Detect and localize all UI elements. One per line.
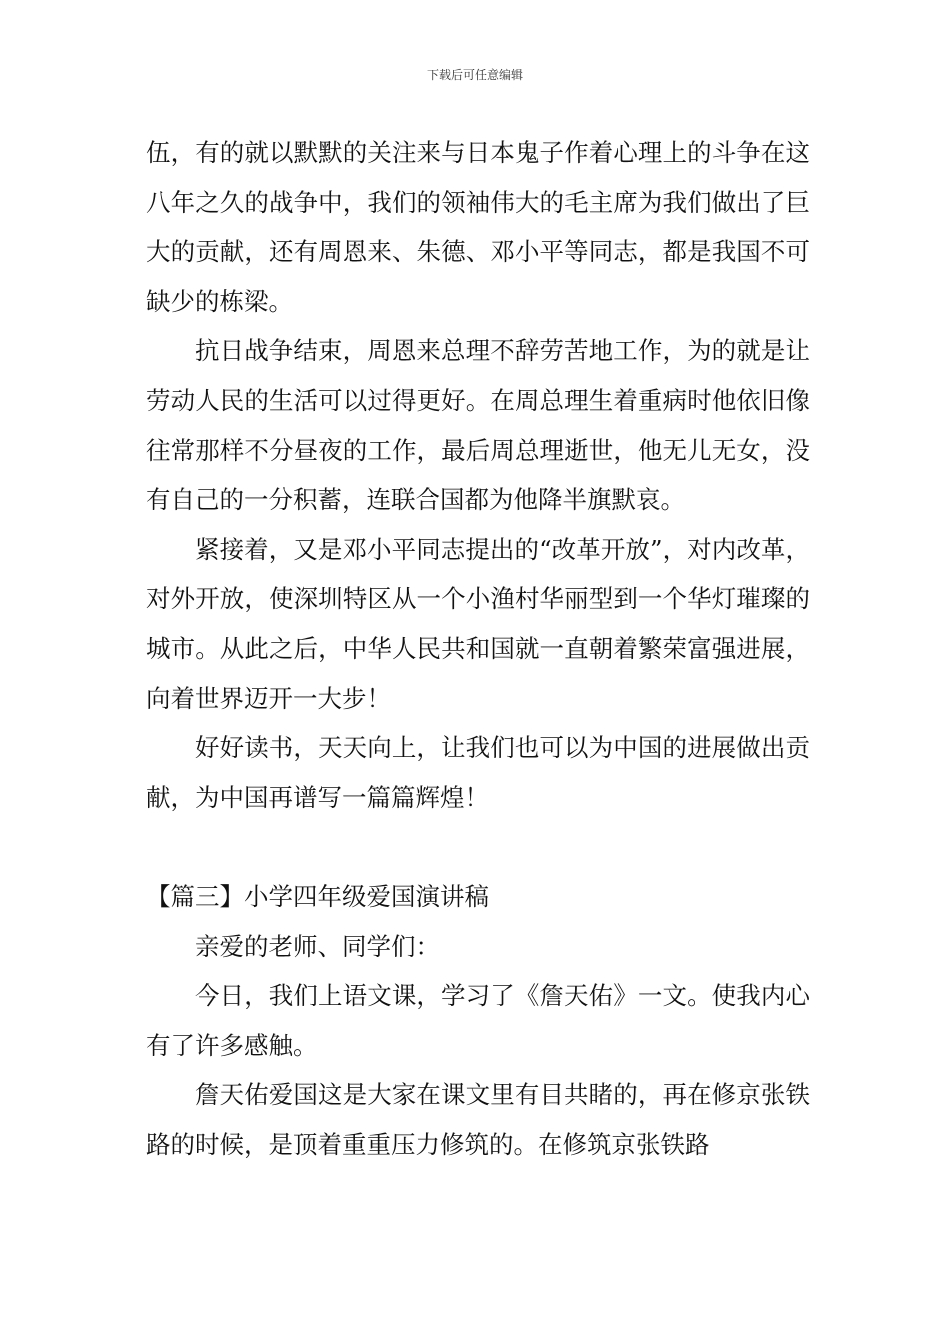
section-paragraph-1: 今日，我们上语文课，学习了《詹天佑》一文。使我内心有了许多感触。 xyxy=(146,981,810,1060)
section-paragraph-2: 詹天佑爱国这是大家在课文里有目共睹的，再在修京张铁路的时候，是顶着重重压力修筑的。在修筑京张铁路 xyxy=(146,1080,810,1159)
paragraph-4: 好好读书，天天向上，让我们也可以为中国的进展做出贡献，为中国再谱写一篇篇辉煌！ xyxy=(146,733,810,812)
section-title: 【篇三】小学四年级爱国演讲稿 xyxy=(146,881,489,911)
paragraph-1: 伍，有的就以默默的关注来与日本鬼子作着心理上的斗争在这八年之久的战争中，我们的领袖伟大的毛主席为我们做出了巨大的贡献，还有周恩来、朱德、邓小平等同志，都是我国不可缺少的栋梁。 xyxy=(146,138,810,316)
document-body xyxy=(146,128,810,1169)
salutation: 亲爱的老师、同学们： xyxy=(195,931,440,961)
paragraph-2: 抗日战争结束，周恩来总理不辞劳苦地工作，为的就是让劳动人民的生活可以过得更好。在周总理生着重病时他依旧像往常那样不分昼夜的工作，最后周总理逝世，他无儿无女，没有自己的一分积蓄，连联合国都为他降半旗默哀。 xyxy=(146,336,810,515)
page-header: 下载后可任意编辑 xyxy=(426,68,523,82)
paragraph-3: 紧接着，又是邓小平同志提出的“改革开放”，对内改革，对外开放，使深圳特区从一个小渔村华丽型到一个华灯璀璨的城市。从此之后，中华人民共和国就一直朝着繁荣富强进展，向着世界迈开一大步！ xyxy=(146,534,810,713)
